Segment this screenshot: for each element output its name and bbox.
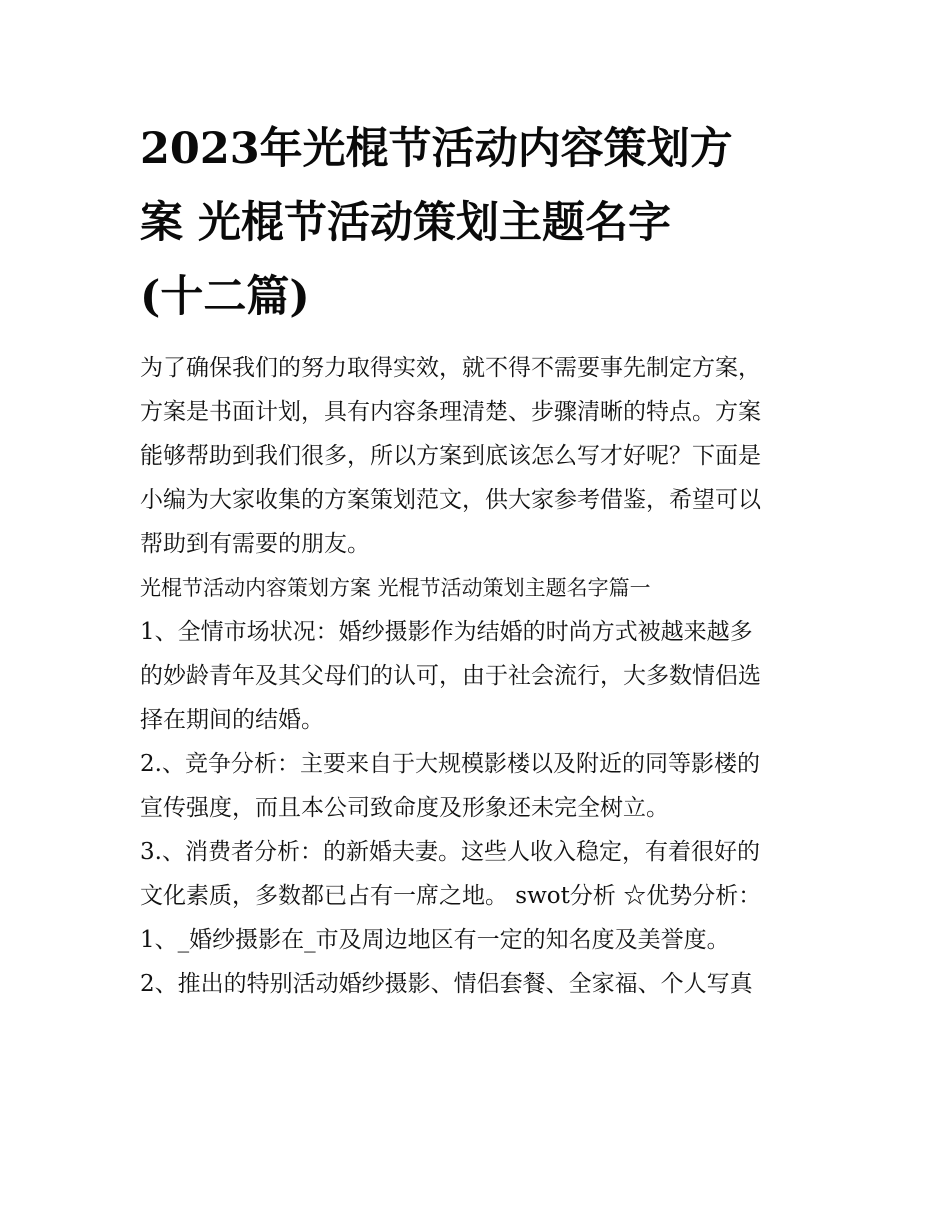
- text-line: 择在期间的结婚。: [140, 707, 324, 733]
- text-line: 2.、竞争分析：主要来自于大规模影楼以及附近的同等影楼的: [140, 751, 760, 777]
- title-line: 案 光棍节活动策划主题名字: [140, 198, 671, 248]
- text-line: 1、_婚纱摄影在_市及周边地区有一定的知名度及美誉度。: [140, 927, 730, 953]
- title-line: 2023年光棍节活动内容策划方: [140, 124, 733, 174]
- text-line: 为了确保我们的努力取得实效，就不得不需要事先制定方案，: [140, 355, 761, 381]
- text-line: 的妙龄青年及其父母们的认可，由于社会流行，大多数情侣选: [140, 663, 761, 689]
- title-line: (十二篇): [140, 272, 310, 322]
- section-heading: 光棍节活动内容策划方案 光棍节活动策划主题名字篇一: [140, 576, 651, 600]
- text-line: 1、全情市场状况：婚纱摄影作为结婚的时尚方式被越来越多: [140, 619, 753, 645]
- text-line: 3.、消费者分析：的新婚夫妻。这些人收入稳定，有着很好的: [140, 839, 760, 865]
- list-item: [140, 918, 820, 962]
- document-page: [140, 112, 820, 1006]
- text-line: 能够帮助到我们很多，所以方案到底该怎么写才好呢？下面是: [140, 443, 761, 469]
- document-title: [140, 112, 820, 334]
- document-body: [140, 346, 820, 1006]
- text-line: 文化素质，多数都已占有一席之地。 swot分析 ☆优势分析：: [140, 883, 762, 909]
- intro-paragraph: [140, 346, 820, 566]
- text-line: 方案是书面计划，具有内容条理清楚、步骤清晰的特点。方案: [140, 399, 761, 425]
- text-line: 小编为大家收集的方案策划范文，供大家参考借鉴，希望可以: [140, 487, 761, 513]
- list-item: [140, 610, 820, 742]
- text-line: 帮助到有需要的朋友。: [140, 531, 370, 557]
- text-line: 宣传强度，而且本公司致命度及形象还未完全树立。: [140, 795, 669, 821]
- list-item: [140, 830, 820, 918]
- text-line: 2、推出的特别活动婚纱摄影、情侣套餐、全家福、个人写真: [140, 971, 753, 997]
- list-item: [140, 742, 820, 830]
- list-item: [140, 962, 820, 1006]
